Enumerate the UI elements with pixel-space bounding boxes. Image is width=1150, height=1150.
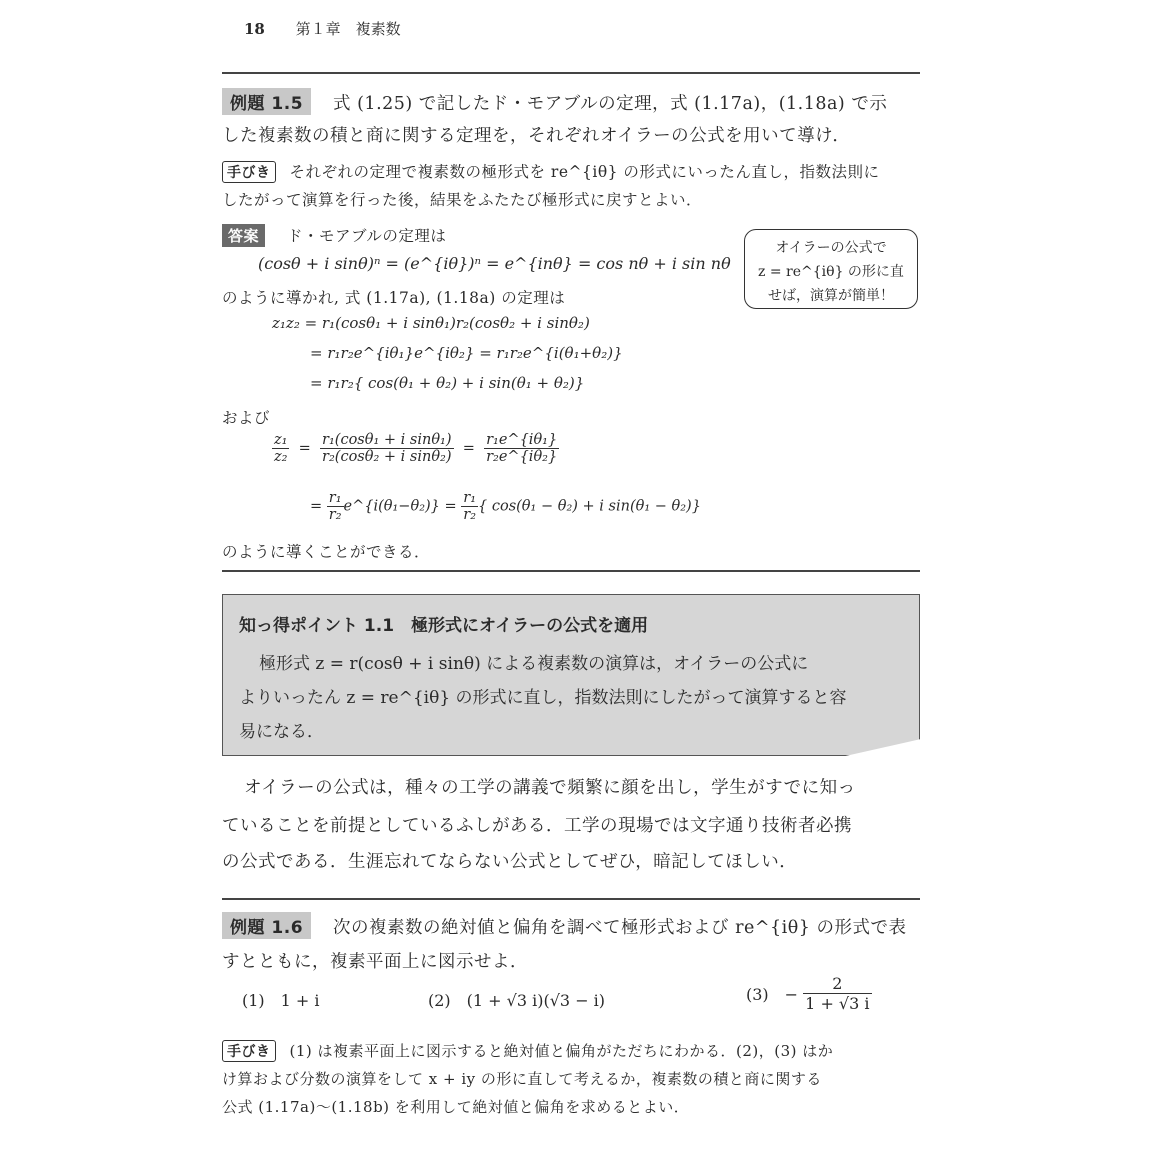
answer-tag: 答案 — [222, 224, 265, 247]
key-point-box — [222, 594, 920, 756]
answer-intro-line — [222, 224, 446, 247]
hint-1-6-line1 — [222, 1040, 833, 1062]
equation-product-2: = r₁r₂e^{iθ₁}e^{iθ₂} = r₁r₂e^{i(θ₁+θ₂)} — [310, 344, 623, 362]
fraction: $\frac{\text{r₁}}{\text{r₂}}$ — [463, 490, 477, 523]
problem-item-3: (3) − $\frac{2}{1 + √3 i}$ — [746, 974, 870, 1013]
section-rule-bottom — [222, 570, 920, 572]
fraction: $\frac{\text{r₁e\textasciicircum{}\{iθ₁\}}}{\text{r₂e\textasciicircum{}\{iθ₂\}}}$ — [486, 432, 558, 465]
example-tag: 例題 1.6 — [222, 912, 311, 939]
problem-item-1: (1) 1 + i — [242, 991, 320, 1010]
equation-quotient-2: = $\frac{\text{r₁}}{\text{r₂}}$ e^{i(θ₁−θ₂)} = $\frac{\text{r₁}}{\text{r₂}}$ { cos(θ₁ − θ₂) + i sin(θ₁ − θ₂)} — [310, 490, 701, 523]
hint-1-6-line2: け算および分数の演算をして x + iy の形に直して考えるか，複素数の積と商に関する — [222, 1070, 822, 1088]
paragraph-line1: オイラーの公式は，種々の工学の講義で頻繁に顔を出し，学生がすでに知っ — [244, 778, 856, 798]
answer-intro: ド・モアブルの定理は — [287, 227, 447, 245]
equation-quotient-1: $\frac{\text{z₁}}{\text{z₂}}$ = $\frac{\text{r₁(cosθ₁ + i sinθ₁)}}{\text{r₂(cosθ₂ + i sinθ₂)}}$ = $\frac{\text{r₁e\textasciicircum{}\{iθ₁\}}}{\text{r₂e\textasciicircum{}\{iθ₂\}}}$ — [274, 432, 558, 465]
hint-1-5-line2: したがって演算を行った後，結果をふたたび極形式に戻すとよい． — [222, 191, 703, 209]
key-point-line2: よりいったん z = re^{iθ} の形式に直し，指数法則にしたがって演算すると容 — [239, 688, 847, 708]
hint-1-5-line1 — [222, 160, 879, 183]
example-1-6-line1 — [222, 912, 906, 939]
fraction: $\frac{\text{z₁}}{\text{z₂}}$ — [274, 432, 288, 465]
fraction: $\frac{\text{r₁}}{\text{r₂}}$ — [328, 490, 342, 523]
bubble-line2: z = re^{iθ} の形に直 — [758, 264, 904, 280]
hint-tag: 手びき — [222, 161, 276, 183]
paragraph-line2: ていることを前提としているふしがある．工学の現場では文字通り技術者必携 — [222, 816, 852, 836]
chapter-title: 第１章 複素数 — [295, 20, 401, 38]
bubble-line1: オイラーの公式で — [775, 240, 887, 256]
after-demoivre-text: のように導かれ, 式 (1.17a), (1.18a) の定理は — [222, 289, 566, 307]
key-point-line1: 極形式 z = r(cosθ + i sinθ) による複素数の演算は，オイラーの公式に — [259, 654, 809, 674]
hint-tag: 手びき — [222, 1040, 276, 1062]
example-tag: 例題 1.5 — [222, 88, 311, 115]
equation-demoivre: (cosθ + i sinθ)ⁿ = (e^{iθ})ⁿ = e^{inθ} = cos nθ + i sin nθ — [258, 254, 731, 273]
example-1-5-line1 — [222, 88, 887, 115]
comment-bubble — [744, 229, 918, 309]
problem-item-2: (2) (1 + √3 i)(√3 − i) — [428, 991, 606, 1010]
page-number: 18 — [244, 20, 265, 38]
fraction: $\frac{\text{r₁(cosθ₁ + i sinθ₁)}}{\text{r₂(cosθ₂ + i sinθ₂)}}$ — [322, 432, 452, 465]
hint-text: (1) は複素平面上に図示すると絶対値と偏角がただちにわかる．(2)，(3) はか — [289, 1042, 834, 1060]
and-text: および — [222, 409, 271, 427]
hint-1-6-line3: 公式 (1.17a)〜(1.18b) を利用して絶対値と偏角を求めるとよい． — [222, 1098, 690, 1116]
page-header — [244, 18, 401, 39]
section-rule-example-1-6 — [222, 898, 920, 900]
hint-text: それぞれの定理で複素数の極形式を re^{iθ} の形式にいったん直し，指数法則に — [289, 163, 880, 181]
equation-product-3: = r₁r₂{ cos(θ₁ + θ₂) + i sin(θ₁ + θ₂)} — [310, 374, 585, 392]
fraction: $\frac{2}{1 + √3 i}$ — [805, 974, 870, 1013]
page-fold-corner — [841, 739, 921, 757]
conclusion-text: のように導くことができる． — [222, 543, 431, 561]
example-text: 次の複素数の絶対値と偏角を調べて極形式および re^{iθ} の形式で表 — [333, 918, 907, 938]
example-1-6-line2: すとともに，複素平面上に図示せよ． — [222, 952, 528, 972]
key-point-line3: 易になる． — [239, 722, 324, 742]
example-text: 式 (1.25) で記したド・モアブルの定理，式 (1.17a)，(1.18a) で示 — [333, 94, 888, 114]
section-rule-top — [222, 72, 920, 74]
paragraph-line3: の公式である．生涯忘れてならない公式としてぜひ，暗記してほしい． — [222, 852, 798, 872]
equation-product-1: z₁z₂ = r₁(cosθ₁ + i sinθ₁)r₂(cosθ₂ + i sinθ₂) — [272, 314, 590, 332]
bubble-line3: せば，演算が簡単！ — [768, 288, 894, 304]
key-point-title: 知っ得ポイント 1.1 極形式にオイラーの公式を適用 — [239, 616, 649, 636]
example-1-5-line2: した複素数の積と商に関する定理を，それぞれオイラーの公式を用いて導け． — [222, 126, 851, 146]
